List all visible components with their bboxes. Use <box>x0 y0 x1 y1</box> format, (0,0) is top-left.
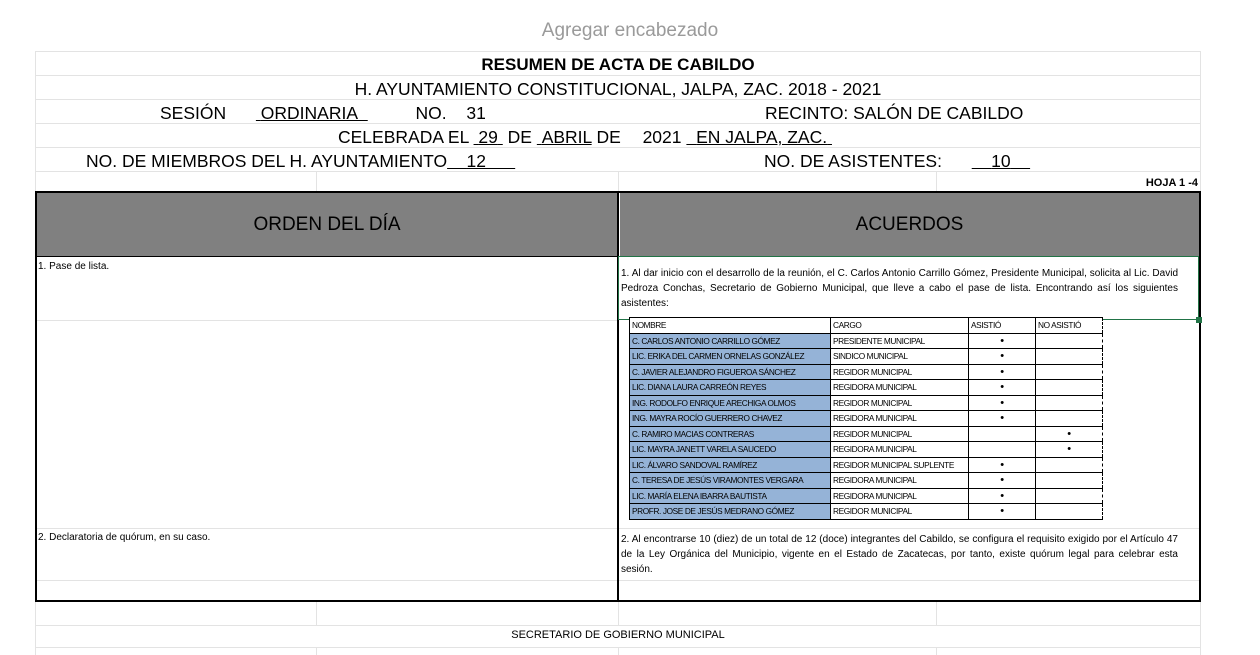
attended-mark <box>969 442 1036 458</box>
attendees-label: NO. DE ASISTENTES: <box>764 151 942 171</box>
members-info <box>86 151 515 172</box>
agreements-column-header <box>620 193 1199 256</box>
attendee-name: C. JAVIER ALEJANDRO FIGUEROA SÁNCHEZ <box>630 364 831 380</box>
attended-mark: • <box>969 457 1036 473</box>
absent-mark: • <box>1036 426 1103 442</box>
attendance-row <box>630 473 1103 489</box>
celebration-year: 2021 <box>642 127 682 147</box>
agreements-column-header-label: ACUERDOS <box>855 213 964 235</box>
attended-mark: • <box>969 488 1036 504</box>
attendee-role: REGIDOR MUNICIPAL <box>831 364 969 380</box>
agreement-item-2: 2. Al encontrarse 10 (diez) de un total de 12 (doce) integrantes del Cabildo, se configura el requisito exigido por el Artículo 47 de la Ley Orgánica del Municipio, vigente en el Estado de Zacatecas, por tanto, existe quórum legal para celebrar esta sesión. <box>621 534 1178 575</box>
absent-mark <box>1036 333 1103 349</box>
members-count: 12 <box>466 151 486 171</box>
attendees-count: 10 <box>991 151 1011 171</box>
attendee-name: C. RAMIRO MACIAS CONTRERAS <box>630 426 831 442</box>
absent-mark <box>1036 457 1103 473</box>
absent-mark <box>1036 504 1103 520</box>
attendee-name: PROFR. JOSE DE JESÚS MEDRANO GÓMEZ <box>630 504 831 520</box>
attendee-role: PRESIDENTE MUNICIPAL <box>831 333 969 349</box>
attendance-header-name: NOMBRE <box>630 318 831 334</box>
attendance-row <box>630 457 1103 473</box>
attendee-name: C. CARLOS ANTONIO CARRILLO GÓMEZ <box>630 333 831 349</box>
attendee-role: REGIDORA MUNICIPAL <box>831 380 969 396</box>
celebration-month: ABRIL <box>541 127 592 147</box>
attendees-info <box>764 151 1030 172</box>
attendee-name: LIC. ÁLVARO SANDOVAL RAMÍREZ <box>630 457 831 473</box>
attendee-name: LIC. MARÍA ELENA IBARRA BAUTISTA <box>630 488 831 504</box>
absent-mark <box>1036 473 1103 489</box>
agenda-item-1: 1. Pase de lista. <box>38 261 110 272</box>
agenda-item-2: 2. Declaratoria de quórum, en su caso. <box>38 532 211 543</box>
document-title: RESUMEN DE ACTA DE CABILDO <box>481 55 755 74</box>
attended-mark: • <box>969 380 1036 396</box>
attendance-table <box>629 317 1103 520</box>
attendee-role: REGIDORA MUNICIPAL <box>831 473 969 489</box>
attendance-header-absent: NO ASISTIÓ <box>1036 318 1103 334</box>
members-label: NO. DE MIEMBROS DEL H. AYUNTAMIENTO <box>86 151 448 171</box>
agreement-item-1: 1. Al dar inicio con el desarrollo de la reunión, el C. Carlos Antonio Carrillo Gómez, Presidente Municipal, solicita al Lic. David Pedroza Conchas, Secretario de Gobierno Municipal, que lleve a cabo el pase de lista. Encontrando así los siguientes asistentes: <box>621 268 1178 309</box>
attendee-role: REGIDORA MUNICIPAL <box>831 442 969 458</box>
attendee-role: REGIDOR MUNICIPAL <box>831 426 969 442</box>
attended-mark <box>969 426 1036 442</box>
document-subtitle: H. AYUNTAMIENTO CONSTITUCIONAL, JALPA, ZAC. 2018 - 2021 <box>354 79 882 99</box>
celebration-de-1: DE <box>507 127 532 147</box>
celebration-info <box>338 127 832 148</box>
attendance-row <box>630 364 1103 380</box>
attendee-name: LIC. MAYRA JANETT VARELA SAUCEDO <box>630 442 831 458</box>
cell-selection[interactable] <box>618 256 1199 320</box>
session-label: SESIÓN <box>160 103 227 123</box>
attendee-role: REGIDORA MUNICIPAL <box>831 411 969 427</box>
celebration-prefix: CELEBRADA EL <box>338 127 469 147</box>
attended-mark: • <box>969 395 1036 411</box>
attended-mark: • <box>969 411 1036 427</box>
add-header-placeholder[interactable]: Agregar encabezado <box>541 20 719 41</box>
agenda-column-header-label: ORDEN DEL DÍA <box>253 213 401 235</box>
attendance-row <box>630 333 1103 349</box>
fill-handle[interactable] <box>1196 317 1202 323</box>
attendance-row <box>630 395 1103 411</box>
absent-mark: • <box>1036 442 1103 458</box>
absent-mark <box>1036 395 1103 411</box>
attendance-row <box>630 442 1103 458</box>
attendance-header-attended: ASISTIÓ <box>969 318 1036 334</box>
attendance-row <box>630 504 1103 520</box>
absent-mark <box>1036 411 1103 427</box>
attendee-role: REGIDOR MUNICIPAL SUPLENTE <box>831 457 969 473</box>
attendance-row <box>630 426 1103 442</box>
signature-label: SECRETARIO DE GOBIERNO MUNICIPAL <box>511 629 725 641</box>
attendance-header-row <box>630 318 1103 334</box>
attendee-role: REGIDOR MUNICIPAL <box>831 395 969 411</box>
attended-mark: • <box>969 364 1036 380</box>
venue-value: SALÓN DE CABILDO <box>853 103 1024 123</box>
attended-mark: • <box>969 504 1036 520</box>
celebration-place: EN JALPA, ZAC. <box>696 127 828 147</box>
attended-mark: • <box>969 333 1036 349</box>
attendee-name: LIC. ERIKA DEL CARMEN ORNELAS GONZÁLEZ <box>630 349 831 365</box>
attendance-row <box>630 380 1103 396</box>
page-indicator: HOJA 1 -4 <box>1145 177 1198 189</box>
attendee-role: SINDICO MUNICIPAL <box>831 349 969 365</box>
attended-mark: • <box>969 473 1036 489</box>
attendee-role: REGIDOR MUNICIPAL <box>831 504 969 520</box>
attendance-header-cargo: CARGO <box>831 318 969 334</box>
session-number-label: NO. <box>415 103 447 123</box>
session-number: 31 <box>466 103 486 123</box>
agenda-column-header <box>37 193 617 256</box>
absent-mark <box>1036 349 1103 365</box>
session-type: ORDINARIA <box>260 103 358 123</box>
attendee-name: LIC. DIANA LAURA CARREÓN REYES <box>630 380 831 396</box>
attendance-row <box>630 488 1103 504</box>
attendance-row <box>630 349 1103 365</box>
absent-mark <box>1036 488 1103 504</box>
attendee-name: C. TERESA DE JESÚS VIRAMONTES VERGARA <box>630 473 831 489</box>
attendee-name: ING. MAYRA ROCÍO GUERRERO CHAVEZ <box>630 411 831 427</box>
attendee-role: REGIDORA MUNICIPAL <box>831 488 969 504</box>
celebration-de-2: DE <box>596 127 621 147</box>
venue-label: RECINTO: <box>765 103 849 123</box>
absent-mark <box>1036 380 1103 396</box>
attendance-row <box>630 411 1103 427</box>
attended-mark: • <box>969 349 1036 365</box>
venue-info <box>765 103 1023 124</box>
session-info <box>160 103 486 124</box>
absent-mark <box>1036 364 1103 380</box>
celebration-day: 29 <box>478 127 498 147</box>
attendee-name: ING. RODOLFO ENRIQUE ARECHIGA OLMOS <box>630 395 831 411</box>
